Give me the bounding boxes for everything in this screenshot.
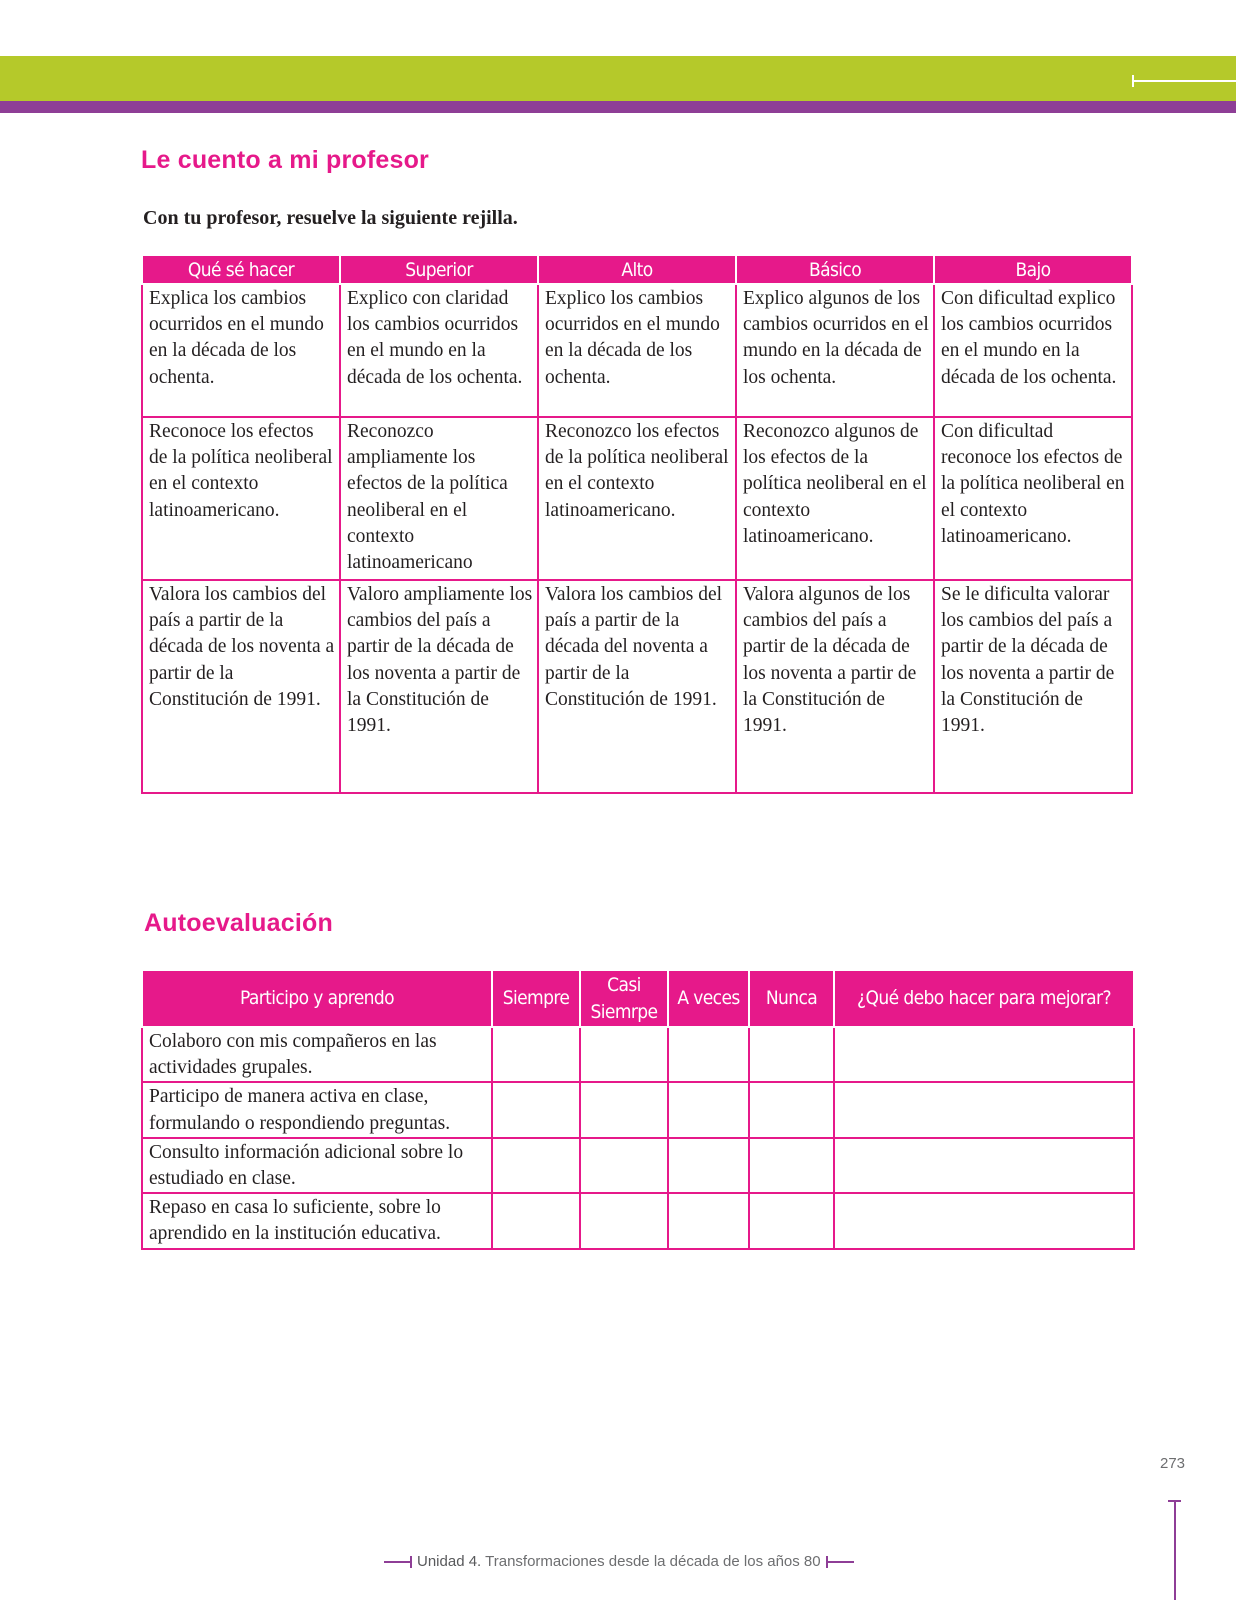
answer-cell-nunca[interactable] <box>749 1193 834 1248</box>
rubric-cell: Reconoce los efectos de la política neoliberal en el contexto latinoamericano. <box>142 417 340 580</box>
answer-cell-casi-siempre[interactable] <box>580 1082 668 1137</box>
table-row <box>142 284 1132 417</box>
answer-cell-mejorar[interactable] <box>834 1138 1134 1193</box>
self-evaluation-header-cell: Participo y aprendo <box>142 970 492 1027</box>
header-band-purple <box>0 101 1236 113</box>
self-evaluation-header-cell: Nunca <box>749 970 834 1027</box>
table-row <box>142 1193 1134 1248</box>
header-rule-tick <box>1132 75 1134 87</box>
side-rule <box>1174 1502 1176 1600</box>
answer-cell-nunca[interactable] <box>749 1138 834 1193</box>
header-band-green <box>0 56 1236 101</box>
answer-cell-siempre[interactable] <box>492 1193 580 1248</box>
footer-bar-left <box>410 1556 412 1568</box>
section-title-teacher: Le cuento a mi profesor <box>141 146 429 174</box>
self-evaluation-header-row <box>142 970 1134 1027</box>
rubric-cell: Con dificultad explico los cambios ocurridos en el mundo en la década de los ochenta. <box>934 284 1132 417</box>
page-number: 273 <box>1160 1455 1186 1472</box>
rubric-cell: Explico los cambios ocurridos en el mundo en la década de los ochenta. <box>538 284 736 417</box>
self-evaluation-statement: Consulto información adicional sobre lo estudiado en clase. <box>142 1138 492 1193</box>
table-row <box>142 1082 1134 1137</box>
footer <box>384 1553 854 1570</box>
answer-cell-siempre[interactable] <box>492 1138 580 1193</box>
footer-rule-right <box>828 1561 854 1563</box>
answer-cell-casi-siempre[interactable] <box>580 1193 668 1248</box>
table-row <box>142 417 1132 580</box>
rubric-cell: Con dificultad reconoce los efectos de la política neoliberal en el contexto latinoamericano. <box>934 417 1132 580</box>
footer-rule-left <box>384 1561 410 1563</box>
answer-cell-nunca[interactable] <box>749 1082 834 1137</box>
rubric-cell: Valoro ampliamente los cambios del país a partir de la década de los noventa a partir de la Constitución de 1991. <box>340 580 538 793</box>
rubric-cell: Reconozco los efectos de la política neoliberal en el contexto latinoamericano. <box>538 417 736 580</box>
footer-unit: Unidad 4. <box>417 1553 482 1570</box>
rubric-cell: Explico algunos de los cambios ocurridos en el mundo en la década de los ochenta. <box>736 284 934 417</box>
rubric-header-row <box>142 255 1132 284</box>
self-evaluation-header-cell: Siempre <box>492 970 580 1027</box>
rubric-header-cell: Alto <box>538 255 736 284</box>
answer-cell-a-veces[interactable] <box>668 1082 749 1137</box>
self-evaluation-header-cell: A veces <box>668 970 749 1027</box>
table-row <box>142 1027 1134 1082</box>
self-evaluation-header-cell: Casi Siemrpe <box>580 970 668 1027</box>
answer-cell-a-veces[interactable] <box>668 1138 749 1193</box>
rubric-cell: Valora los cambios del país a partir de la década de los noventa a partir de la Constitución de 1991. <box>142 580 340 793</box>
rubric-header-cell: Qué sé hacer <box>142 255 340 284</box>
self-evaluation-statement: Repaso en casa lo suficiente, sobre lo aprendido en la institución educativa. <box>142 1193 492 1248</box>
rubric-cell: Reconozco ampliamente los efectos de la política neoliberal en el contexto latinoamericano <box>340 417 538 580</box>
answer-cell-siempre[interactable] <box>492 1027 580 1082</box>
self-evaluation-statement: Participo de manera activa en clase, formulando o respondiendo preguntas. <box>142 1082 492 1137</box>
self-evaluation-table <box>141 969 1135 1250</box>
footer-text <box>417 1553 821 1570</box>
rubric-table <box>141 254 1133 794</box>
answer-cell-a-veces[interactable] <box>668 1027 749 1082</box>
rubric-header-cell: Bajo <box>934 255 1132 284</box>
footer-title: Transformaciones desde la década de los años 80 <box>485 1553 821 1570</box>
answer-cell-siempre[interactable] <box>492 1082 580 1137</box>
side-rule-tick <box>1168 1500 1181 1502</box>
section-title-self-evaluation: Autoevaluación <box>144 909 333 937</box>
rubric-header-cell: Básico <box>736 255 934 284</box>
rubric-cell: Se le dificulta valorar los cambios del país a partir de la década de los noventa a partir de la Constitución de 1991. <box>934 580 1132 793</box>
self-evaluation-statement: Colaboro con mis compañeros en las actividades grupales. <box>142 1027 492 1082</box>
table-row <box>142 1138 1134 1193</box>
answer-cell-casi-siempre[interactable] <box>580 1138 668 1193</box>
table-row <box>142 580 1132 793</box>
answer-cell-mejorar[interactable] <box>834 1027 1134 1082</box>
rubric-cell: Valora algunos de los cambios del país a partir de la década de los noventa a partir de la Constitución de 1991. <box>736 580 934 793</box>
answer-cell-mejorar[interactable] <box>834 1082 1134 1137</box>
answer-cell-casi-siempre[interactable] <box>580 1027 668 1082</box>
rubric-cell: Valora los cambios del país a partir de la década del noventa a partir de la Constitución de 1991. <box>538 580 736 793</box>
header-rule <box>1132 80 1236 82</box>
rubric-cell: Reconozco algunos de los efectos de la política neoliberal en el contexto latinoamericano. <box>736 417 934 580</box>
rubric-header-cell: Superior <box>340 255 538 284</box>
answer-cell-nunca[interactable] <box>749 1027 834 1082</box>
rubric-cell: Explica los cambios ocurridos en el mundo en la década de los ochenta. <box>142 284 340 417</box>
self-evaluation-header-cell: ¿Qué debo hacer para mejorar? <box>834 970 1134 1027</box>
rubric-cell: Explico con claridad los cambios ocurridos en el mundo en la década de los ochenta. <box>340 284 538 417</box>
instruction-text: Con tu profesor, resuelve la siguiente rejilla. <box>143 207 518 229</box>
answer-cell-mejorar[interactable] <box>834 1193 1134 1248</box>
answer-cell-a-veces[interactable] <box>668 1193 749 1248</box>
